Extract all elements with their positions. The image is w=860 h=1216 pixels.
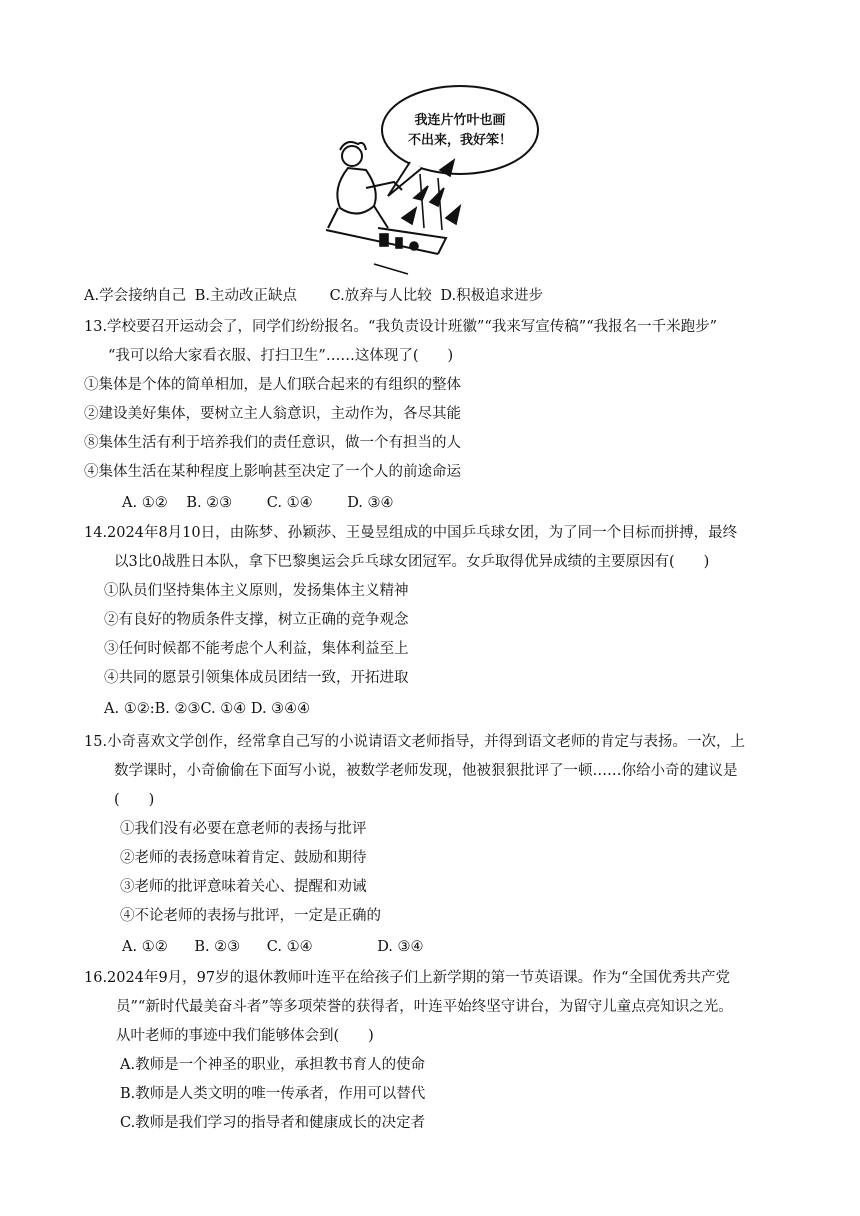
- q15-stem-line-3: ( ): [114, 792, 155, 808]
- q16-stem-line-3: 从叶老师的事迹中我们能够体会到( ): [116, 1028, 374, 1044]
- q13-options: [122, 493, 394, 513]
- q13-item-1: ①集体是个体的简单相加，是人们联合起来的有组织的整体: [84, 377, 461, 393]
- q13-option-b[interactable]: B. ②③: [186, 495, 233, 511]
- q13-item-2: ②建设美好集体，要树立主人翁意识，主动作为，各尽其能: [84, 406, 461, 422]
- q14-options[interactable]: A. ①②:B. ②③C. ①④ D. ③④④: [104, 701, 311, 717]
- q14-item-4: ④共同的愿景引领集体成员团结一致，开拓进取: [104, 670, 409, 686]
- q13-item-3: ⑧集体生活有利于培养我们的责任意识，做一个有担当的人: [84, 435, 461, 451]
- cartoon-illustration: [318, 78, 548, 278]
- q15-option-a[interactable]: A. ①②: [122, 939, 168, 955]
- q15-options: [122, 937, 424, 957]
- q15-option-d[interactable]: D. ③④: [377, 939, 424, 955]
- q16-stem-line-1: 16.2024年9月，97岁的退休教师叶连平在给孩子们上新学期的第一节英语课。作为“全国优秀共产党: [84, 970, 731, 986]
- q15-stem-line-1: 15.小奇喜欢文学创作，经常拿自己写的小说请语文老师指导，并得到语文老师的肯定与表扬。一次，上: [84, 734, 746, 750]
- q13-option-c[interactable]: C. ①④: [266, 495, 313, 511]
- q13-item-4: ④集体生活在某种程度上影响甚至决定了一个人的前途命运: [84, 464, 461, 480]
- q12-option-a[interactable]: A.学会接纳自己: [84, 288, 187, 304]
- q13-stem-line-1: 13.学校要召开运动会了，同学们纷纷报名。“我负责设计班徽”“我来写宣传稿”“我报名一千米跑步”: [84, 319, 718, 335]
- q15-stem-line-2: 数学课时，小奇偷偷在下面写小说，被数学老师发现，他被狠狠批评了一顿……你给小奇的建议是: [114, 763, 738, 779]
- q12-option-c[interactable]: C.放弃与人比较: [329, 288, 432, 304]
- q12-option-b[interactable]: B.主动改正缺点: [194, 288, 297, 304]
- q16-option-c[interactable]: C.教师是我们学习的指导者和健康成长的决定者: [120, 1115, 426, 1131]
- q16-stem-line-2: 员”“新时代最美奋斗者”等多项荣誉的获得者，叶连平始终坚守讲台，为留守儿童点亮知识之光。: [116, 999, 733, 1015]
- q12-option-d[interactable]: D.积极追求进步: [440, 288, 544, 304]
- bamboo-sketch: [374, 160, 460, 274]
- bubble-line-1: 我连片竹叶也画: [414, 113, 506, 128]
- q12-options: [84, 286, 543, 306]
- q14-item-1: ①队员们坚持集体主义原则，发扬集体主义精神: [104, 583, 409, 599]
- q14-stem-line-2: 以3比0战胜日本队，拿下巴黎奥运会乒乓球女团冠军。女乒取得优异成绩的主要原因有( ): [114, 554, 710, 570]
- q15-option-c[interactable]: C. ①④: [266, 939, 313, 955]
- q15-item-4: ④不论老师的表扬与批评，一定是正确的: [120, 908, 381, 924]
- q15-option-b[interactable]: B. ②③: [194, 939, 241, 955]
- q15-item-2: ②老师的表扬意味着肯定、鼓励和期待: [120, 850, 367, 866]
- q14-stem-line-1: 14.2024年8月10日，由陈梦、孙颖莎、王曼昱组成的中国乒乓球女团，为了同一个目标而拼搏，最终: [84, 525, 738, 541]
- q13-stem-line-2: “我可以给大家看衣服、打扫卫生”……这体现了( ): [108, 348, 454, 364]
- q16-option-b[interactable]: B.教师是人类文明的唯一传承者，作用可以替代: [120, 1086, 426, 1102]
- q16-option-a[interactable]: A.教师是一个神圣的职业，承担教书育人的使命: [120, 1057, 426, 1073]
- q14-item-2: ②有良好的物质条件支撑，树立正确的竞争观念: [104, 612, 409, 628]
- bubble-line-2: 不出来，我好笨！: [407, 133, 513, 148]
- q13-option-a[interactable]: A. ①②: [122, 495, 168, 511]
- q15-item-3: ③老师的批评意味着关心、提醒和劝诫: [120, 879, 367, 895]
- q14-item-3: ③任何时候都不能考虑个人利益，集体利益至上: [104, 641, 409, 657]
- q15-item-1: ①我们没有必要在意老师的表扬与批评: [120, 821, 367, 837]
- q13-option-d[interactable]: D. ③④: [347, 495, 394, 511]
